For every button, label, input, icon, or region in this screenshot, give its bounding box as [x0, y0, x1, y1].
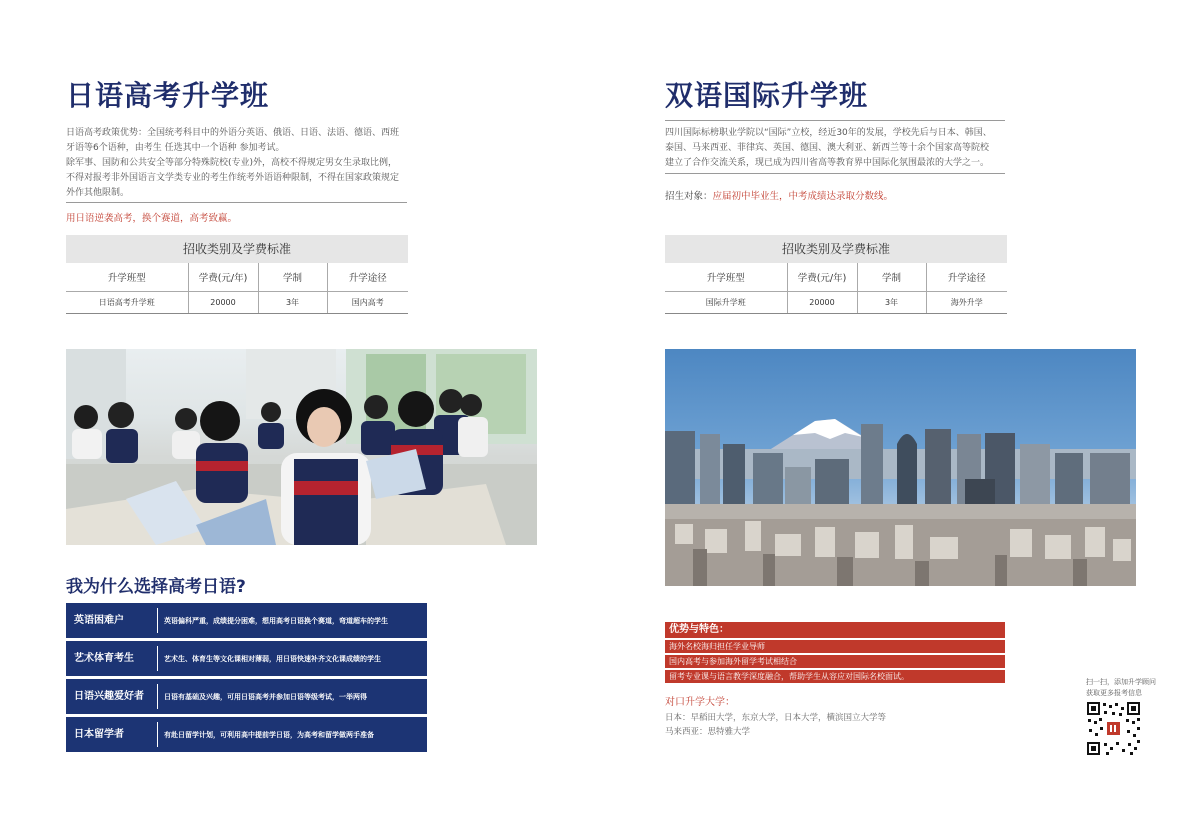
- advantage-item: 国内高考与参加海外留学考试相结合: [665, 655, 1005, 668]
- intro-line: 日语高考政策优势：全国统考科目中的外语分英语、俄语、日语、法语、德语、西班: [66, 128, 400, 138]
- qr-code[interactable]: [1086, 701, 1141, 756]
- qr-code-icon: [1086, 701, 1141, 756]
- fee-header: 学制: [258, 263, 327, 291]
- why-row-key: 艺术体育考生: [66, 646, 158, 671]
- why-row-desc: 日语有基础及兴趣，可用日语高考并参加日语等级考试，一举两得: [164, 692, 367, 701]
- universities-line: 日本：早稻田大学，东京大学，日本大学，横滨国立大学等: [665, 713, 887, 723]
- intro-line: 建立了合作交流关系，现已成为四川省高等教育界中国际化氛围最浓的大学之一。: [665, 158, 990, 168]
- left-divider: [66, 202, 407, 203]
- advantage-item: 海外名校海归担任学业导师: [665, 640, 1005, 653]
- fee-cell: 3年: [857, 291, 926, 313]
- target-value: 应届初中毕业生，中考成绩达录取分数线。: [712, 191, 894, 202]
- why-row: [66, 603, 427, 638]
- left-title: 日语高考升学班: [66, 79, 270, 112]
- fee-header: 升学班型: [66, 263, 188, 291]
- why-row-key: 英语困难户: [66, 608, 158, 633]
- advantages-title: 优势与特色：: [665, 622, 1005, 638]
- intro-line: 牙语等6个语种，由考生 任选其中一个语种 参加考试。: [66, 143, 285, 153]
- why-row: [66, 679, 427, 714]
- fee-cell: 20000: [188, 291, 258, 313]
- left-slogan: 用日语逆袭高考，换个赛道，高考致赢。: [66, 213, 238, 224]
- why-row-key: 日本留学者: [66, 722, 158, 747]
- city-skyline-photo: [665, 349, 1136, 586]
- fee-table-caption: 招收类别及学费标准: [66, 235, 408, 263]
- why-row-desc: 英语偏科严重，成绩提分困难，想用高考日语换个赛道，弯道超车的学生: [164, 616, 388, 625]
- qr-caption-line: 扫一扫，添加升学顾问: [1086, 678, 1156, 686]
- fee-cell: 日语高考升学班: [66, 291, 188, 313]
- target-label: 招生对象：: [665, 191, 713, 202]
- table-row: [66, 291, 408, 313]
- left-fee-table: [66, 235, 408, 314]
- left-intro: [66, 126, 411, 201]
- right-title: 双语国际升学班: [665, 79, 869, 112]
- fee-cell: 3年: [258, 291, 327, 313]
- fee-cell: 国际升学班: [665, 291, 787, 313]
- classroom-photo: [66, 349, 537, 545]
- qr-caption-line: 获取更多报考信息: [1086, 689, 1142, 697]
- universities-line: 马来西亚：思特雅大学: [665, 727, 751, 737]
- advantage-item: 留考专业课与语言教学深度融合，帮助学生从容应对国际名校面试。: [665, 670, 1005, 683]
- intro-line: 不得对报考非外国语言文学类专业的考生作统考外语语种限制，不得在国家政策规定: [66, 173, 400, 183]
- intro-line: 除军事、国防和公共安全等部分特殊院校(专业)外，高校不得规定男女生录取比例，: [66, 158, 398, 168]
- fee-cell: 国内高考: [327, 291, 408, 313]
- right-intro: [665, 126, 1010, 171]
- classroom-illustration: [66, 349, 537, 545]
- why-row: [66, 717, 427, 752]
- qr-caption: [1086, 677, 1156, 699]
- intro-line: 泰国、马来西亚、菲律宾、英国、德国、澳大利亚、新西兰等十余个国家高等院校: [665, 143, 990, 153]
- intro-line: 四川国际标榜职业学院以“国际”立校，经近30年的发展，学校先后与日本、韩国、: [665, 128, 992, 138]
- why-title: 我为什么选择高考日语?: [66, 577, 246, 597]
- universities-title: 对口升学大学：: [665, 697, 735, 708]
- fee-header: 升学途径: [926, 263, 1007, 291]
- right-fee-table: [665, 235, 1007, 314]
- fee-header: 学费(元/年): [188, 263, 258, 291]
- why-row: [66, 641, 427, 676]
- fee-cell: 海外升学: [926, 291, 1007, 313]
- fee-cell: 20000: [787, 291, 857, 313]
- why-row-desc: 有赴日留学计划，可利用高中提前学日语，为高考和留学做两手准备: [164, 730, 374, 739]
- enrollment-target: [665, 188, 893, 202]
- right-divider-top: [665, 120, 1005, 121]
- fee-header: 学制: [857, 263, 926, 291]
- fee-header: 学费(元/年): [787, 263, 857, 291]
- intro-line: 外作其他限制。: [66, 188, 130, 198]
- right-divider: [665, 173, 1005, 174]
- why-row-key: 日语兴趣爱好者: [66, 684, 158, 709]
- table-row: [665, 291, 1007, 313]
- skyline-illustration: [665, 349, 1136, 586]
- why-row-desc: 艺术生、体育生等文化课相对薄弱，用日语快速补齐文化课成绩的学生: [164, 654, 381, 663]
- fee-table-caption: 招收类别及学费标准: [665, 235, 1007, 263]
- fee-header: 升学班型: [665, 263, 787, 291]
- fee-header: 升学途径: [327, 263, 408, 291]
